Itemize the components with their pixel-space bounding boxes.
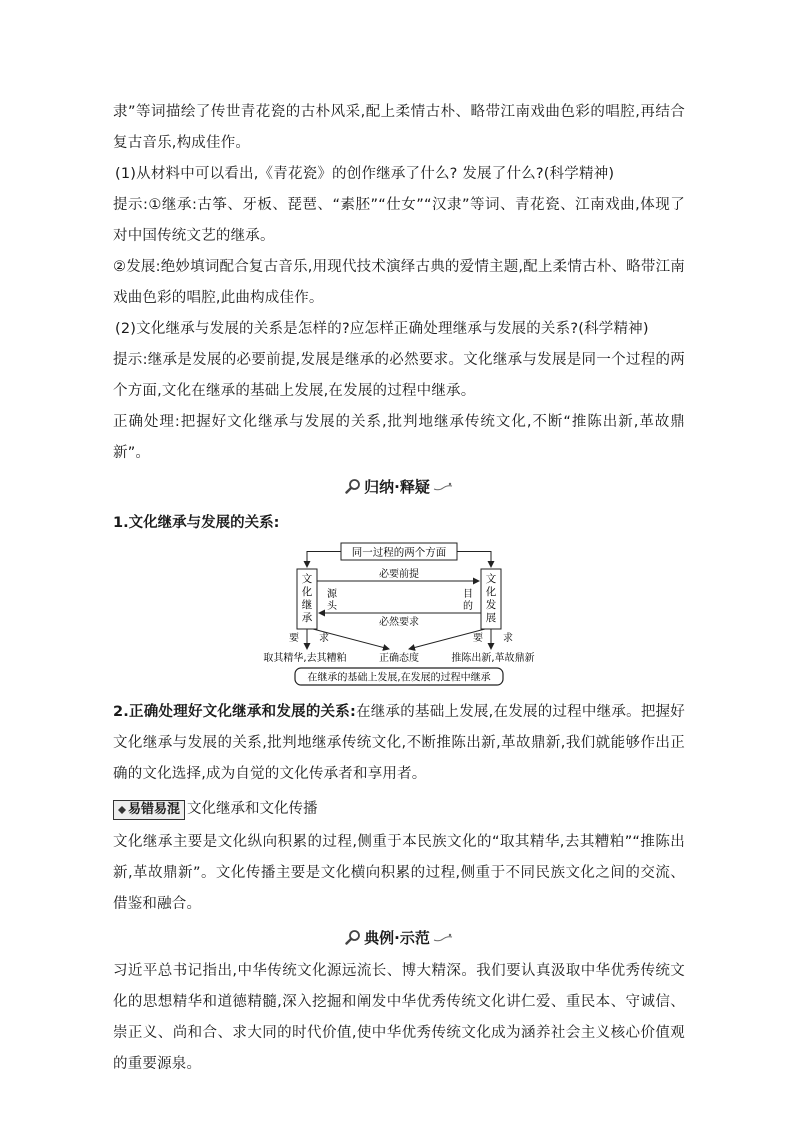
item-2-paragraph — [113, 697, 685, 790]
question-1: (1)从材料中可以看出,《青花瓷》的创作继承了什么? 发展了什么?(科学精神) — [115, 166, 615, 182]
section-heading-example — [113, 922, 685, 952]
qiu-left: 求 — [319, 633, 329, 644]
left-mid-char-2: 头 — [327, 601, 337, 612]
right-box-char-1: 文 — [485, 573, 497, 585]
section-heading-summary — [113, 471, 685, 501]
hint-2-relation: 提示:继承是发展的必要前提,发展是继承的必然要求。文化继承与发展是同一个过程的两个方面,文化在继承的基础上发展,在发展的过程中继承。 — [113, 352, 685, 399]
confusion-tag-line — [113, 794, 685, 825]
diamond-icon — [118, 806, 126, 814]
magnifier-icon — [345, 478, 361, 494]
bottom-box-label: 在继承的基础上发展,在发展的过程中继承 — [307, 672, 491, 684]
confusion-tag-label: 易错易混 — [128, 802, 181, 817]
confusion-paragraph: 文化继承主要是文化纵向积累的过程,侧重于本民族文化的“取其精华,去其糟粕”“推陈出新,革故鼎新”。文化传播主要是文化横向积累的过程,侧重于不同民族文化之间的交流、借鉴和融合。 — [113, 834, 685, 912]
relation-diagram — [113, 541, 685, 687]
flourish-icon — [433, 480, 453, 492]
item-1-title: 1.文化继承与发展的关系: — [113, 515, 280, 531]
intro-paragraph: 隶”等词描绘了传世青花瓷的古朴风采,配上柔情古朴、略带江南戏曲色彩的唱腔,再结合复古音乐,构成佳作。 — [113, 104, 685, 151]
flourish-icon — [433, 931, 453, 943]
right-box-char-3: 发 — [485, 599, 497, 611]
left-box-char-2: 化 — [301, 586, 313, 598]
confusion-tag-text: 文化继承和文化传播 — [187, 801, 318, 817]
magnifier-icon — [345, 929, 361, 945]
left-result: 取其精华,去其糟粕 — [263, 653, 347, 664]
hint-2-handling: 正确处理:把握好文化继承与发展的关系,批判地继承传统文化,不断“推陈出新,革故鼎新”。 — [113, 414, 685, 461]
right-box-char-4: 展 — [485, 612, 497, 624]
center-result: 正确态度 — [379, 653, 419, 664]
right-result: 推陈出新,革故鼎新 — [451, 653, 535, 664]
document-body — [113, 97, 685, 1080]
section-title: 典例·示范 — [364, 928, 430, 947]
left-box-char-3: 继 — [301, 599, 313, 611]
right-mid-char-1: 目 — [463, 589, 473, 600]
yao-left: 要 — [289, 633, 299, 644]
arrow-bottom-label: 必然要求 — [379, 617, 419, 628]
confusion-tag — [113, 800, 185, 820]
left-mid-char-1: 源 — [327, 589, 337, 600]
hint-1-inherit: 提示:①继承:古筝、牙板、琵琶、“素胚”“仕女”“汉隶”等词、青花瓷、江南戏曲,体现了对中国传统文艺的继承。 — [113, 197, 685, 244]
item-2-label: 2.正确处理好文化继承和发展的关系: — [113, 704, 357, 720]
arrow-top-label: 必要前提 — [379, 569, 419, 580]
section-title: 归纳·释疑 — [364, 477, 430, 496]
item-2-text: 在继承的基础上发展,在发展的过程中继承。把握好文化继承与发展的关系,批判地继承传统文化,不断推陈出新,革故鼎新,我们就能够作出正确的文化选择,成为自觉的文化传承者和享用者。 — [113, 704, 685, 782]
example-paragraph: 习近平总书记指出,中华传统文化源远流长、博大精深。我们要认真汲取中华优秀传统文化的思想精华和道德精髓,深入挖掘和阐发中华优秀传统文化讲仁爱、重民本、守诚信、崇正义、尚和合、求大同的时代价值,使中华优秀传统文化成为涵养社会主义核心价值观的重要源泉。 — [113, 963, 685, 1072]
hint-1-develop: ②发展:绝妙填词配合复古音乐,用现代技术演绎古典的爱情主题,配上柔情古朴、略带江南戏曲色彩的唱腔,此曲构成佳作。 — [113, 259, 685, 306]
relation-diagram-svg — [261, 541, 537, 687]
right-mid-char-2: 的 — [463, 601, 473, 612]
left-box-char-4: 承 — [301, 612, 313, 624]
question-2: (2)文化继承与发展的关系是怎样的?应怎样正确处理继承与发展的关系?(科学精神) — [115, 321, 649, 337]
top-box-label: 同一过程的两个方面 — [351, 546, 447, 559]
right-box-char-2: 化 — [485, 586, 497, 598]
qiu-right: 求 — [503, 633, 513, 644]
yao-right: 要 — [473, 633, 483, 644]
left-box-char-1: 文 — [301, 573, 313, 585]
